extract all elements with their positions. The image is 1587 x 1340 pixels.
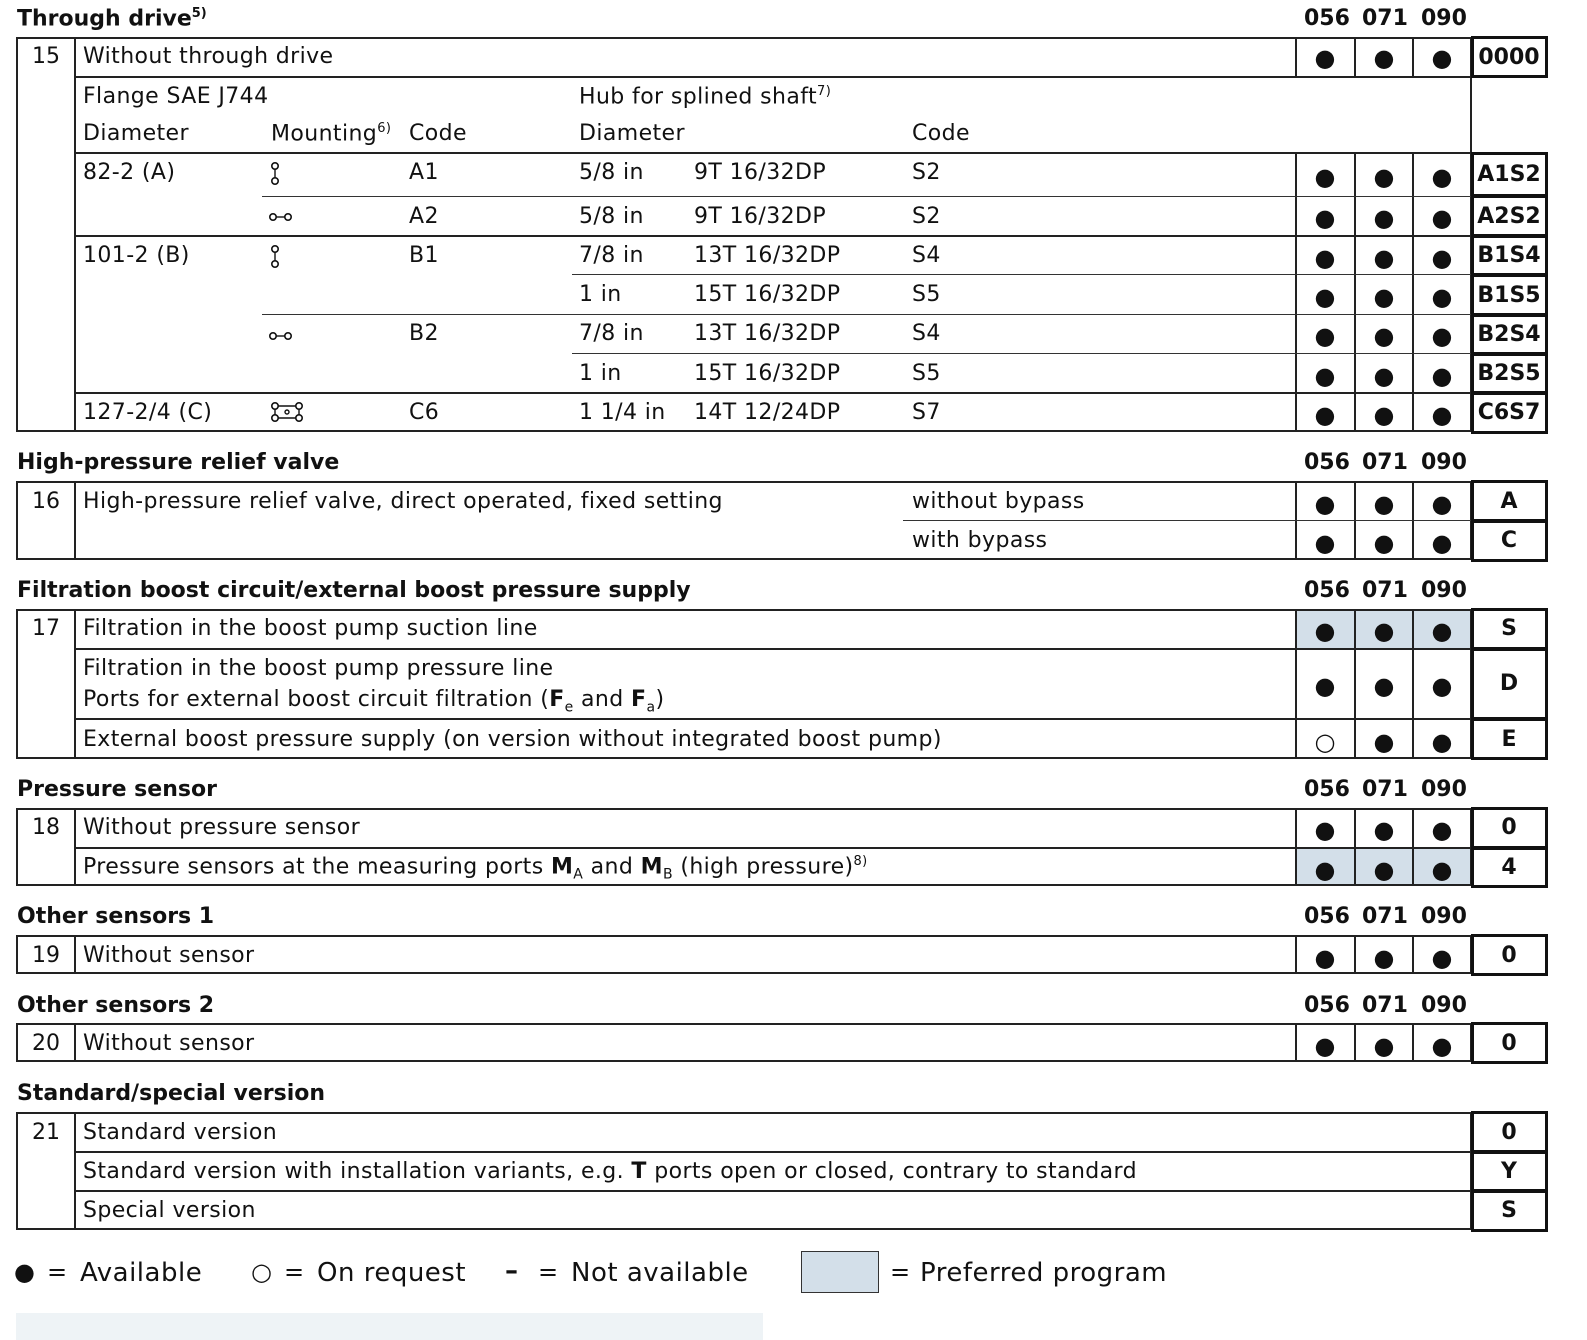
not-available-symbol: –: [505, 1256, 518, 1286]
avail-056: ●: [1314, 816, 1336, 844]
order-code: B2S5: [1477, 361, 1541, 386]
size-header-090: 090: [1421, 450, 1467, 475]
size-header-056: 056: [1304, 904, 1350, 929]
divider: [74, 76, 1472, 78]
hub-header: Hub for splined shaft$^{7)}$: [579, 84, 832, 110]
option-label: Without pressure sensor: [83, 815, 361, 840]
avail-056: ●: [1314, 401, 1336, 429]
hub-diameter: 7/8 in: [579, 243, 644, 268]
flange-code: A2: [409, 204, 439, 229]
order-code: 0: [1501, 1120, 1517, 1145]
size-header-071: 071: [1362, 904, 1408, 929]
avail-056: ●: [1314, 490, 1336, 518]
avail-090: ●: [1431, 244, 1453, 272]
avail-056: ○: [1314, 728, 1336, 756]
hub-code: S5: [912, 361, 941, 386]
avail-056: ●: [1314, 204, 1336, 232]
divider: [74, 481, 76, 560]
size-header-056: 056: [1304, 777, 1350, 802]
hub-diameter: 1 in: [579, 282, 622, 307]
order-code: 4: [1501, 855, 1517, 880]
avail-090: ●: [1431, 362, 1453, 390]
option-label: Without sensor: [83, 943, 255, 968]
divider: [74, 1151, 1472, 1153]
avail-056: ●: [1314, 362, 1336, 390]
avail-071: ●: [1373, 1032, 1395, 1060]
divider: [74, 648, 1472, 650]
avail-090: ●: [1431, 204, 1453, 232]
avail-071: ●: [1373, 490, 1395, 518]
four-hole-icon: [268, 400, 308, 424]
order-code: 0: [1501, 943, 1517, 968]
size-header-056: 056: [1304, 450, 1350, 475]
divider: [74, 1023, 76, 1062]
section-title-relief-valve: High-pressure relief valve: [17, 450, 340, 475]
option-label: Without sensor: [83, 1031, 255, 1056]
section-title-other-sensors-2: Other sensors 2: [17, 993, 215, 1018]
avail-071: ●: [1373, 322, 1395, 350]
avail-090: ●: [1431, 856, 1453, 884]
avail-090: ●: [1431, 672, 1453, 700]
divider: [74, 609, 76, 759]
equals-sign: =: [284, 1258, 305, 1286]
footer-band: [16, 1313, 763, 1340]
section-title-pressure-sensor: Pressure sensor: [17, 777, 217, 802]
col-code-hub: Code: [912, 121, 970, 146]
avail-071: ●: [1373, 163, 1395, 191]
avail-090: ●: [1431, 617, 1453, 645]
on-request-symbol: ○: [251, 1258, 272, 1286]
avail-071: ●: [1373, 401, 1395, 429]
avail-071: ●: [1373, 283, 1395, 311]
avail-071: ●: [1373, 816, 1395, 844]
equals-sign: =: [47, 1258, 68, 1286]
avail-056: ●: [1314, 856, 1336, 884]
option-label: High-pressure relief valve, direct operated, fixed setting: [83, 489, 723, 514]
spline-spec: 15T 16/32DP: [694, 361, 841, 386]
option-label: Filtration in the boost pump suction line: [83, 616, 538, 641]
section-title-filtration: Filtration boost circuit/external boost pressure supply: [17, 578, 691, 603]
row-number: 21: [32, 1120, 60, 1145]
divider: [74, 847, 1472, 849]
flange-code: B2: [409, 321, 439, 346]
avail-071: ●: [1373, 672, 1395, 700]
divider: [74, 235, 1472, 237]
size-header-090: 090: [1421, 578, 1467, 603]
avail-056: ●: [1314, 944, 1336, 972]
divider: [74, 1190, 1472, 1192]
avail-090: ●: [1431, 401, 1453, 429]
hub-code: S2: [912, 204, 941, 229]
option-label: Standard version with installation variants, e.g. T ports open or closed, contrary to standard: [83, 1159, 1137, 1184]
preferred-swatch: [801, 1251, 879, 1293]
order-code: 0: [1501, 1031, 1517, 1056]
option-label: Without through drive: [83, 44, 334, 69]
size-header-056: 056: [1304, 6, 1350, 31]
col-diameter: Diameter: [83, 121, 189, 146]
hub-diameter: 1 1/4 in: [579, 400, 666, 425]
option-label-line2: Ports for external boost circuit filtration ($F_e$ and $F_a$): [83, 687, 665, 716]
spline-spec: 9T 16/32DP: [694, 160, 827, 185]
hub-diameter: 5/8 in: [579, 204, 644, 229]
avail-071: ●: [1373, 944, 1395, 972]
avail-071: ●: [1373, 617, 1395, 645]
size-header-090: 090: [1421, 777, 1467, 802]
section-title-standard-special: Standard/special version: [17, 1081, 326, 1106]
col-code: Code: [409, 121, 467, 146]
divider: [903, 520, 1472, 521]
option-label: Filtration in the boost pump pressure line: [83, 656, 554, 681]
order-code: S: [1501, 616, 1517, 641]
flange-code: C6: [409, 400, 440, 425]
order-code: D: [1499, 671, 1519, 696]
order-code: A2S2: [1477, 204, 1541, 229]
size-header-090: 090: [1421, 993, 1467, 1018]
avail-090: ●: [1431, 322, 1453, 350]
option-label: External boost pressure supply (on version without integrated boost pump): [83, 727, 942, 752]
avail-071: ●: [1373, 244, 1395, 272]
divider: [262, 196, 1472, 197]
avail-056: ●: [1314, 283, 1336, 311]
size-header-090: 090: [1421, 904, 1467, 929]
option-label: Standard version: [83, 1120, 278, 1145]
option-label: Special version: [83, 1198, 256, 1223]
avail-071: ●: [1373, 728, 1395, 756]
variant-label: without bypass: [912, 489, 1085, 514]
avail-056: ●: [1314, 322, 1336, 350]
avail-056: ●: [1314, 163, 1336, 191]
equals-sign: =: [890, 1258, 911, 1286]
avail-056: ●: [1314, 44, 1336, 72]
flange-diameter: 82-2 (A): [83, 160, 176, 185]
hub-diameter: 7/8 in: [579, 321, 644, 346]
row-number: 19: [32, 943, 60, 968]
avail-090: ●: [1431, 529, 1453, 557]
flange-diameter: 127-2/4 (C): [83, 400, 213, 425]
avail-056: ●: [1314, 617, 1336, 645]
legend-on-request: On request: [317, 1258, 467, 1288]
avail-056: ●: [1314, 1032, 1336, 1060]
row-number: 18: [32, 815, 60, 840]
size-header-071: 071: [1362, 450, 1408, 475]
avail-071: ●: [1373, 856, 1395, 884]
order-code: A1S2: [1477, 162, 1541, 187]
size-header-071: 071: [1362, 777, 1408, 802]
avail-056: ●: [1314, 672, 1336, 700]
option-label: Pressure sensors at the measuring ports $M_A$ and $M_B$ (high pressure)$^{8)}$: [83, 854, 868, 883]
size-header-056: 056: [1304, 578, 1350, 603]
spline-spec: 15T 16/32DP: [694, 282, 841, 307]
section-title-other-sensors-1: Other sensors 1: [17, 904, 215, 929]
avail-090: ●: [1431, 490, 1453, 518]
size-header-071: 071: [1362, 578, 1408, 603]
divider: [572, 353, 1472, 354]
avail-056: ●: [1314, 244, 1336, 272]
avail-071: ●: [1373, 204, 1395, 232]
spline-spec: 13T 16/32DP: [694, 321, 841, 346]
legend-available: Available: [80, 1258, 203, 1288]
hub-code: S2: [912, 160, 941, 185]
size-header-071: 071: [1362, 6, 1408, 31]
spline-spec: 14T 12/24DP: [694, 400, 841, 425]
two-hole-vertical-icon: [268, 161, 282, 187]
avail-090: ●: [1431, 728, 1453, 756]
row-number: 20: [32, 1031, 60, 1056]
order-code: B1S4: [1477, 243, 1541, 268]
divider: [74, 718, 1472, 720]
avail-071: ●: [1373, 362, 1395, 390]
avail-090: ●: [1431, 944, 1453, 972]
hub-code: S4: [912, 243, 941, 268]
divider: [74, 1112, 76, 1230]
col-mounting: Mounting$^{6)}$: [271, 121, 392, 147]
size-header-071: 071: [1362, 993, 1408, 1018]
col-diameter-hub: Diameter: [579, 121, 685, 146]
order-code: Y: [1501, 1159, 1517, 1184]
row-number: 17: [32, 616, 60, 641]
avail-071: ●: [1373, 44, 1395, 72]
order-code: C6S7: [1477, 400, 1541, 425]
divider: [74, 152, 1472, 154]
hub-diameter: 1 in: [579, 361, 622, 386]
order-code: C: [1500, 528, 1518, 553]
size-header-056: 056: [1304, 993, 1350, 1018]
divider: [262, 314, 1472, 315]
order-code: B1S5: [1477, 283, 1541, 308]
legend-preferred: Preferred program: [920, 1258, 1168, 1288]
avail-090: ●: [1431, 163, 1453, 191]
avail-090: ●: [1431, 44, 1453, 72]
avail-056: ●: [1314, 529, 1336, 557]
two-hole-vertical-icon: [268, 244, 282, 270]
available-symbol: ●: [14, 1258, 35, 1286]
legend-not-available: Not available: [571, 1258, 749, 1288]
hub-code: S5: [912, 282, 941, 307]
order-code: E: [1501, 727, 1517, 752]
spline-spec: 9T 16/32DP: [694, 204, 827, 229]
two-hole-horizontal-icon: [268, 329, 294, 343]
variant-label: with bypass: [912, 528, 1048, 553]
avail-090: ●: [1431, 816, 1453, 844]
flange-code: B1: [409, 243, 439, 268]
divider: [74, 392, 1472, 394]
two-hole-horizontal-icon: [268, 210, 294, 224]
avail-090: ●: [1431, 283, 1453, 311]
flange-diameter: 101-2 (B): [83, 243, 190, 268]
order-code: 0: [1501, 815, 1517, 840]
order-code: 0000: [1478, 45, 1540, 70]
order-code: B2S4: [1477, 322, 1541, 347]
flange-header: Flange SAE J744: [83, 84, 269, 109]
order-code: A: [1500, 489, 1518, 514]
row-number: 16: [32, 489, 60, 514]
divider: [74, 935, 76, 974]
avail-090: ●: [1431, 1032, 1453, 1060]
order-code: S: [1501, 1198, 1517, 1223]
flange-code: A1: [409, 160, 439, 185]
equals-sign: =: [538, 1258, 559, 1286]
hub-code: S4: [912, 321, 941, 346]
avail-071: ●: [1373, 529, 1395, 557]
size-header-090: 090: [1421, 6, 1467, 31]
hub-code: S7: [912, 400, 941, 425]
section-title-through-drive: Through drive$^{5)}$: [17, 6, 207, 32]
spline-spec: 13T 16/32DP: [694, 243, 841, 268]
hub-diameter: 5/8 in: [579, 160, 644, 185]
row-number: 15: [32, 44, 60, 69]
divider: [572, 274, 1472, 275]
